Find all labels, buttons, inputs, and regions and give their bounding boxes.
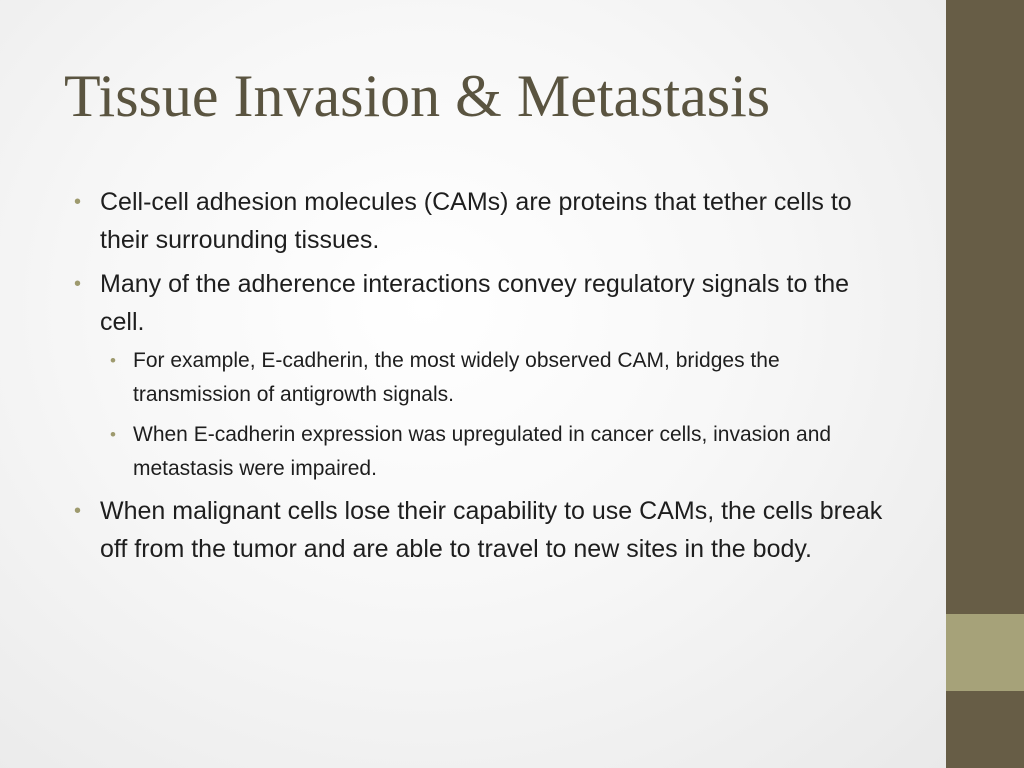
sub-bullet-list	[100, 344, 900, 486]
bullet-marker-icon: •	[74, 273, 82, 295]
bullet-marker-icon: •	[74, 500, 82, 522]
sub-bullet-text: When E-cadherin expression was upregulated in cancer cells, invasion and metastasis were impaired.	[133, 423, 832, 480]
slide-title: Tissue Invasion & Metastasis	[64, 63, 771, 129]
bullet-text: Many of the adherence interactions convey regulatory signals to the cell.	[100, 270, 850, 336]
bullet-item	[70, 266, 900, 486]
bullet-list	[70, 184, 900, 568]
slide-body	[70, 184, 900, 575]
bullet-marker-icon: •	[74, 191, 82, 213]
sub-bullet-text: For example, E-cadherin, the most widely observed CAM, bridges the transmission of antigrowth signals.	[133, 349, 780, 406]
decorative-sidebar-accent	[946, 614, 1024, 691]
sub-bullet-marker-icon: •	[110, 351, 116, 370]
bullet-item	[70, 184, 900, 259]
sub-bullet-item	[100, 418, 900, 486]
bullet-item	[70, 493, 900, 568]
bullet-text: Cell-cell adhesion molecules (CAMs) are proteins that tether cells to their surrounding tissues.	[100, 188, 852, 254]
sub-bullet-item	[100, 344, 900, 412]
bullet-text: When malignant cells lose their capability to use CAMs, the cells break off from the tumor and are able to travel to new sites in the body.	[100, 497, 883, 563]
sub-bullet-marker-icon: •	[110, 425, 116, 444]
